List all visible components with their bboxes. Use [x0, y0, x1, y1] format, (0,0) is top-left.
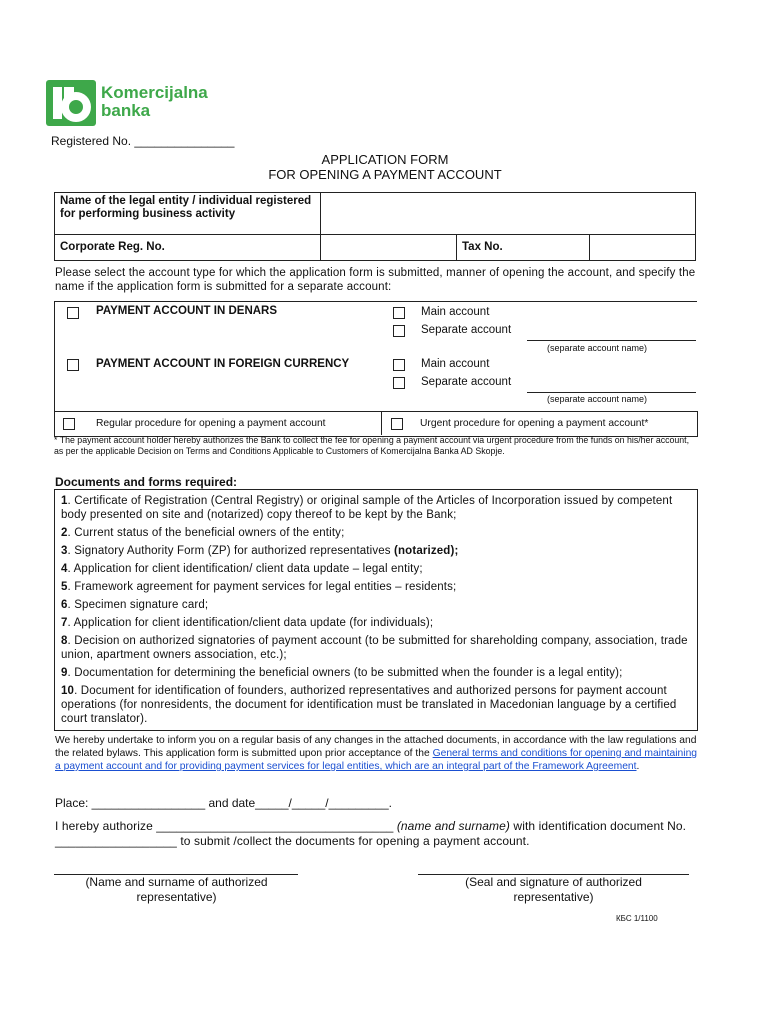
entity-table: [54, 192, 696, 261]
authorize-prefix: I hereby authorize ___________________________________: [55, 819, 397, 833]
name-signature-caption: (Name and surname of authorized representative): [85, 875, 268, 904]
instructions: Please select the account type for which the application form is submitted, manner of opening the account, and specify the name if the application form is submitted for a separate account:: [55, 267, 696, 293]
foreign-separate-label: Separate account: [421, 376, 512, 388]
document-item-number: 3: [61, 545, 68, 557]
form-code: КБС 1/1100: [616, 914, 658, 923]
corp-reg-label: Corporate Reg. No.: [55, 235, 321, 261]
denars-label: PAYMENT ACCOUNT IN DENARS: [96, 305, 278, 317]
document-item-number: 1: [61, 495, 68, 507]
document-item-text: . Documentation for determining the beneficial owners (to be submitted when the founder is a legal entity);: [67, 667, 623, 679]
entity-name-label: Name of the legal entity / individual registered for performing business activity: [55, 193, 321, 235]
document-item-text: . Decision on authorized signatories of payment account (to be submitted for shareholding company, association, trade union, apartment owners association, etc.);: [61, 635, 688, 661]
document-item: [61, 634, 691, 662]
document-item-number: 8: [61, 635, 68, 647]
denars-main-checkbox[interactable]: [393, 307, 405, 319]
denars-separate-checkbox[interactable]: [393, 325, 405, 337]
foreign-separate-caption: (separate account name): [547, 394, 648, 404]
procedure-divider: [381, 411, 382, 435]
undertake-text: We hereby undertake to inform you on a regular basis of any changes in the attached documents, in accordance with the law regulations and the related bylaws. This application form is submitted upon prior acceptance of the: [55, 735, 697, 759]
document-item: [61, 684, 691, 726]
undertake-statement: [55, 734, 701, 773]
urgent-fee-note: * The payment account holder hereby authorizes the Bank to collect the fee for opening a payment account via urgent procedure from the funds on his/her account, as per the applicable Decision on Terms and Conditions Applicable to Customers of Komercijalna Banka AD Skopje.: [54, 435, 690, 456]
document-item-text: . Current status of the beneficial owners of the entity;: [67, 527, 345, 539]
entity-name-field[interactable]: [321, 193, 696, 235]
document-item: [61, 616, 691, 630]
document-item-number: 2: [61, 527, 68, 539]
documents-heading: Documents and forms required:: [55, 475, 238, 489]
authorize-suffix: with identification document No. __________________ to submit /collect the documents for opening a payment account.: [55, 819, 687, 848]
undertake-end: .: [636, 761, 640, 772]
document-item-text: . Application for client identification/ client data update – legal entity;: [67, 563, 423, 575]
document-item-number: 7: [61, 617, 68, 629]
document-item: [61, 494, 691, 522]
document-item-text: . Certificate of Registration (Central Registry) or original sample of the Articles of Incorporation issued by competent body presented on site and (notarized) copy thereof to be kept by the Bank;: [61, 495, 673, 521]
denars-checkbox[interactable]: [67, 307, 79, 319]
document-item-number: 10: [61, 685, 75, 697]
document-item-text: . Application for client identification/client data update (for individuals);: [67, 617, 434, 629]
denars-separate-caption: (separate account name): [547, 343, 648, 353]
document-item-text: . Framework agreement for payment services for legal entities – residents;: [67, 581, 457, 593]
bank-name: Komercijalna banka: [101, 83, 208, 120]
document-item-number: 9: [61, 667, 68, 679]
seal-signature-caption: (Seal and signature of authorized representative): [465, 875, 642, 904]
documents-list: [55, 490, 697, 726]
document-item: [61, 580, 691, 594]
document-item: [61, 526, 691, 540]
regular-procedure-checkbox[interactable]: [63, 418, 75, 430]
document-item: [61, 562, 691, 576]
corp-reg-field[interactable]: [321, 235, 457, 261]
tax-no-field[interactable]: [590, 235, 696, 261]
terms-link[interactable]: General terms and conditions for opening and maintaining a payment account and for providing payment services for legal entities, which are an integral part of the Framework Agreement: [55, 748, 698, 772]
form-subtitle: FOR OPENING A PAYMENT ACCOUNT: [268, 167, 502, 182]
place-date-field[interactable]: Place: _________________ and date_____/_____/_________.: [55, 796, 392, 810]
document-item-text: . Specimen signature card;: [67, 599, 209, 611]
tax-no-label: Tax No.: [457, 235, 590, 261]
document-item-number: 6: [61, 599, 68, 611]
foreign-separate-checkbox[interactable]: [393, 377, 405, 389]
foreign-main-label: Main account: [421, 358, 490, 370]
denars-separate-name-line[interactable]: [527, 340, 696, 341]
foreign-separate-name-line[interactable]: [527, 392, 696, 393]
foreign-main-checkbox[interactable]: [393, 359, 405, 371]
form-title: APPLICATION FORM: [321, 152, 449, 167]
document-item: [61, 544, 691, 558]
document-item: [61, 598, 691, 612]
urgent-procedure-checkbox[interactable]: [391, 418, 403, 430]
authorization-statement: [55, 819, 705, 849]
urgent-procedure-label: Urgent procedure for opening a payment account*: [420, 418, 649, 429]
bank-logo-icon: [46, 80, 96, 126]
registered-number: Registered No. _______________: [51, 134, 235, 148]
documents-box: [54, 489, 698, 731]
document-item-text: . Signatory Authority Form (ZP) for authorized representatives: [67, 545, 395, 557]
foreign-checkbox[interactable]: [67, 359, 79, 371]
document-item-text: . Document for identification of founders, authorized representatives and authorized persons for payment account operations (for nonresidents, the document for identification must be translated in Macedonian language by a certified court translator).: [61, 685, 677, 725]
foreign-label: PAYMENT ACCOUNT IN FOREIGN CURRENCY: [96, 358, 350, 370]
regular-procedure-label: Regular procedure for opening a payment account: [96, 418, 326, 429]
document-item-number: 4: [61, 563, 68, 575]
document-item-number: 5: [61, 581, 68, 593]
denars-main-label: Main account: [421, 306, 490, 318]
document-item: [61, 666, 691, 680]
document-item-emphasis: (notarized);: [394, 545, 459, 557]
denars-separate-label: Separate account: [421, 324, 512, 336]
authorize-italic: (name and surname): [396, 819, 510, 833]
